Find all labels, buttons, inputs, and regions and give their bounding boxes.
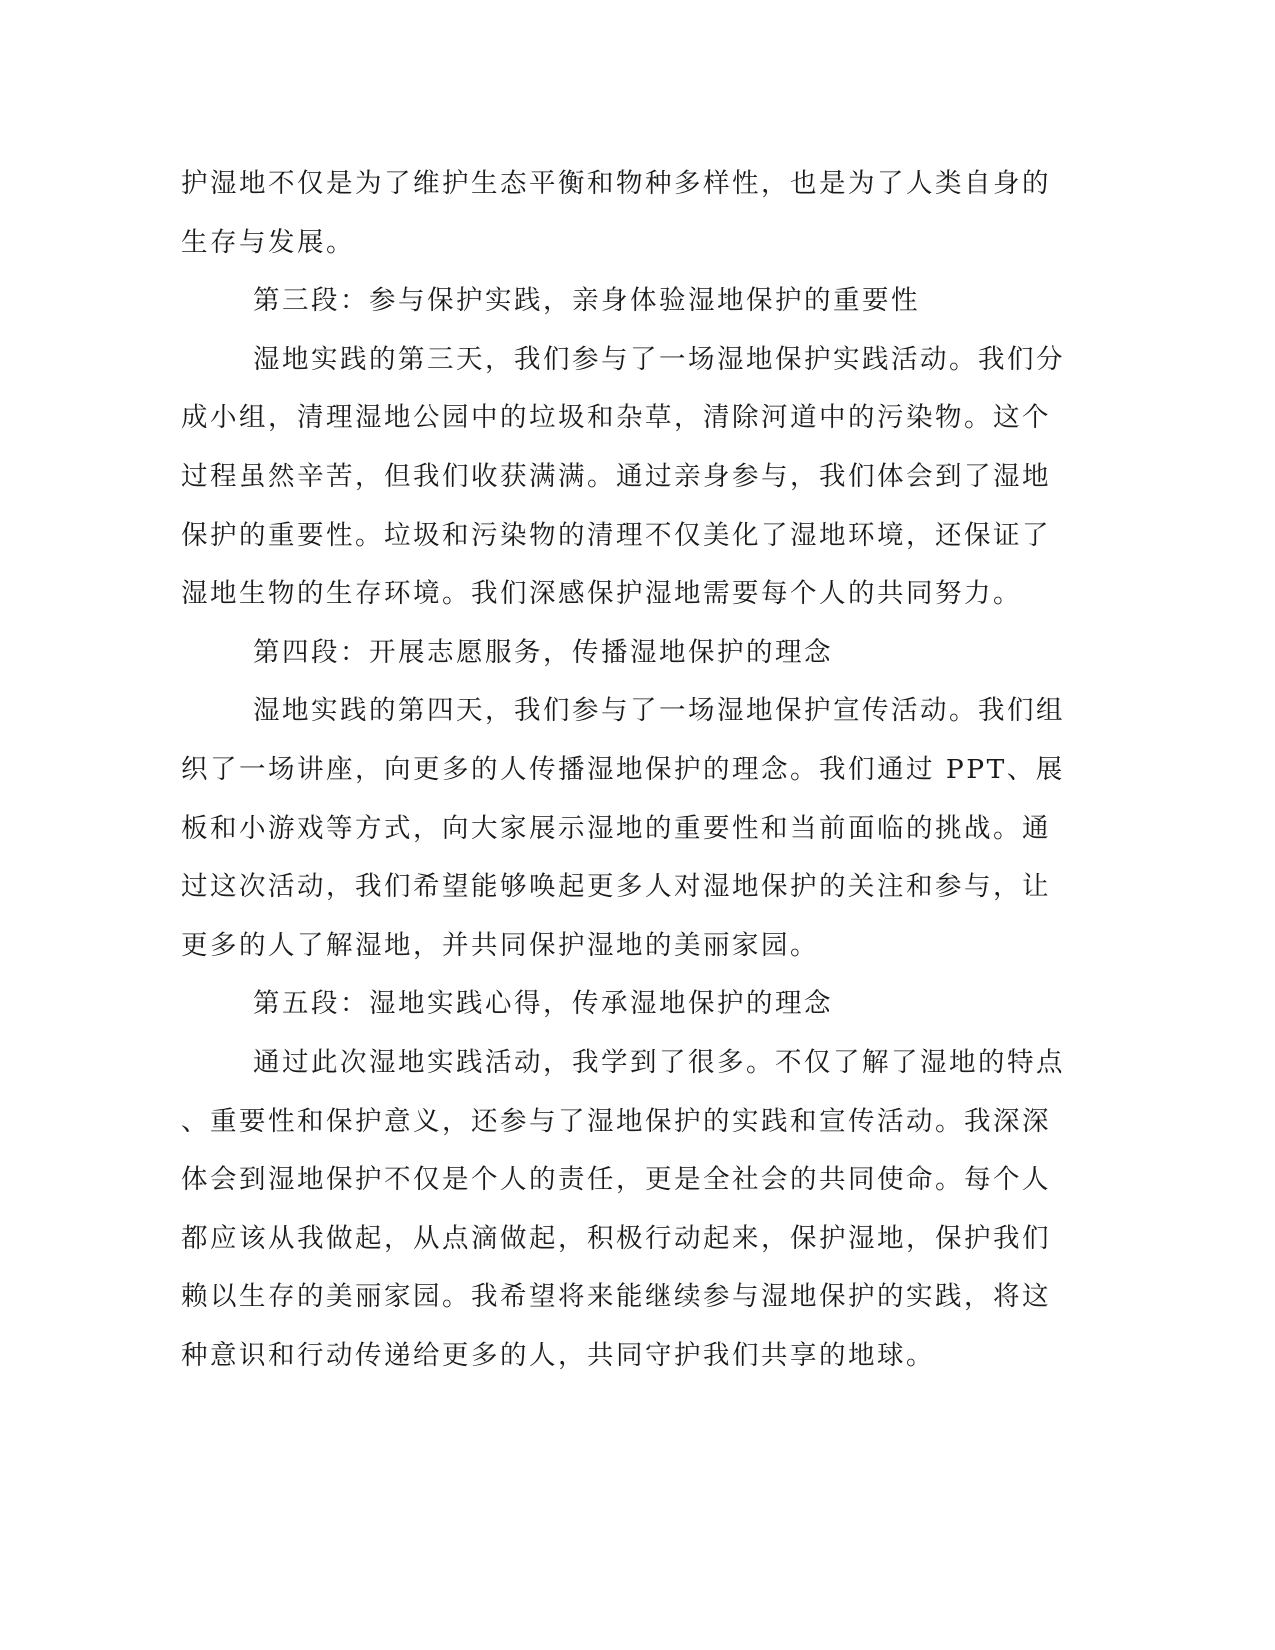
body-line: 护湿地不仅是为了维护生态平衡和物种多样性，也是为了人类自身的 [181, 168, 1051, 199]
body-line: 过程虽然辛苦，但我们收获满满。通过亲身参与，我们体会到了湿地 [181, 460, 1051, 492]
body-line: 都应该从我做起，从点滴做起，积极行动起来，保护湿地，保护我们 [181, 1222, 1051, 1254]
body-line: 织了一场讲座，向更多的人传播湿地保护的理念。我们通过 PPT、展 [181, 753, 1065, 785]
section-heading: 第三段：参与保护实践，亲身体验湿地保护的重要性 [253, 285, 920, 317]
section-heading: 第五段：湿地实践心得，传承湿地保护的理念 [253, 988, 833, 1020]
body-line: 湿地生物的生存环境。我们深感保护湿地需要每个人的共同努力。 [181, 578, 1022, 610]
body-line: 更多的人了解湿地，并共同保护湿地的美丽家园。 [181, 929, 819, 961]
document-body [181, 155, 1065, 1385]
body-line: 过这次活动，我们希望能够唤起更多人对湿地保护的关注和参与，让 [181, 871, 1051, 903]
section-heading: 第四段：开展志愿服务，传播湿地保护的理念 [253, 636, 833, 668]
body-line: 成小组，清理湿地公园中的垃圾和杂草，清除河道中的污染物。这个 [181, 402, 1051, 434]
body-line: 生存与发展。 [181, 226, 355, 258]
body-line: 板和小游戏等方式，向大家展示湿地的重要性和当前面临的挑战。通 [181, 812, 1051, 844]
body-line: 体会到湿地保护不仅是个人的责任，更是全社会的共同使命。每个人 [181, 1164, 1051, 1196]
body-line: 湿地实践的第四天，我们参与了一场湿地保护宣传活动。我们组 [253, 695, 1065, 727]
body-line: 保护的重要性。垃圾和污染物的清理不仅美化了湿地环境，还保证了 [181, 519, 1051, 551]
body-line: 、重要性和保护意义，还参与了湿地保护的实践和宣传活动。我深深 [181, 1105, 1051, 1137]
body-line: 通过此次湿地实践活动，我学到了很多。不仅了解了湿地的特点 [253, 1046, 1065, 1078]
body-line: 种意识和行动传递给更多的人，共同守护我们共享的地球。 [181, 1339, 935, 1371]
body-line: 湿地实践的第三天，我们参与了一场湿地保护实践活动。我们分 [253, 343, 1065, 375]
body-line: 赖以生存的美丽家园。我希望将来能继续参与湿地保护的实践，将这 [181, 1281, 1051, 1313]
